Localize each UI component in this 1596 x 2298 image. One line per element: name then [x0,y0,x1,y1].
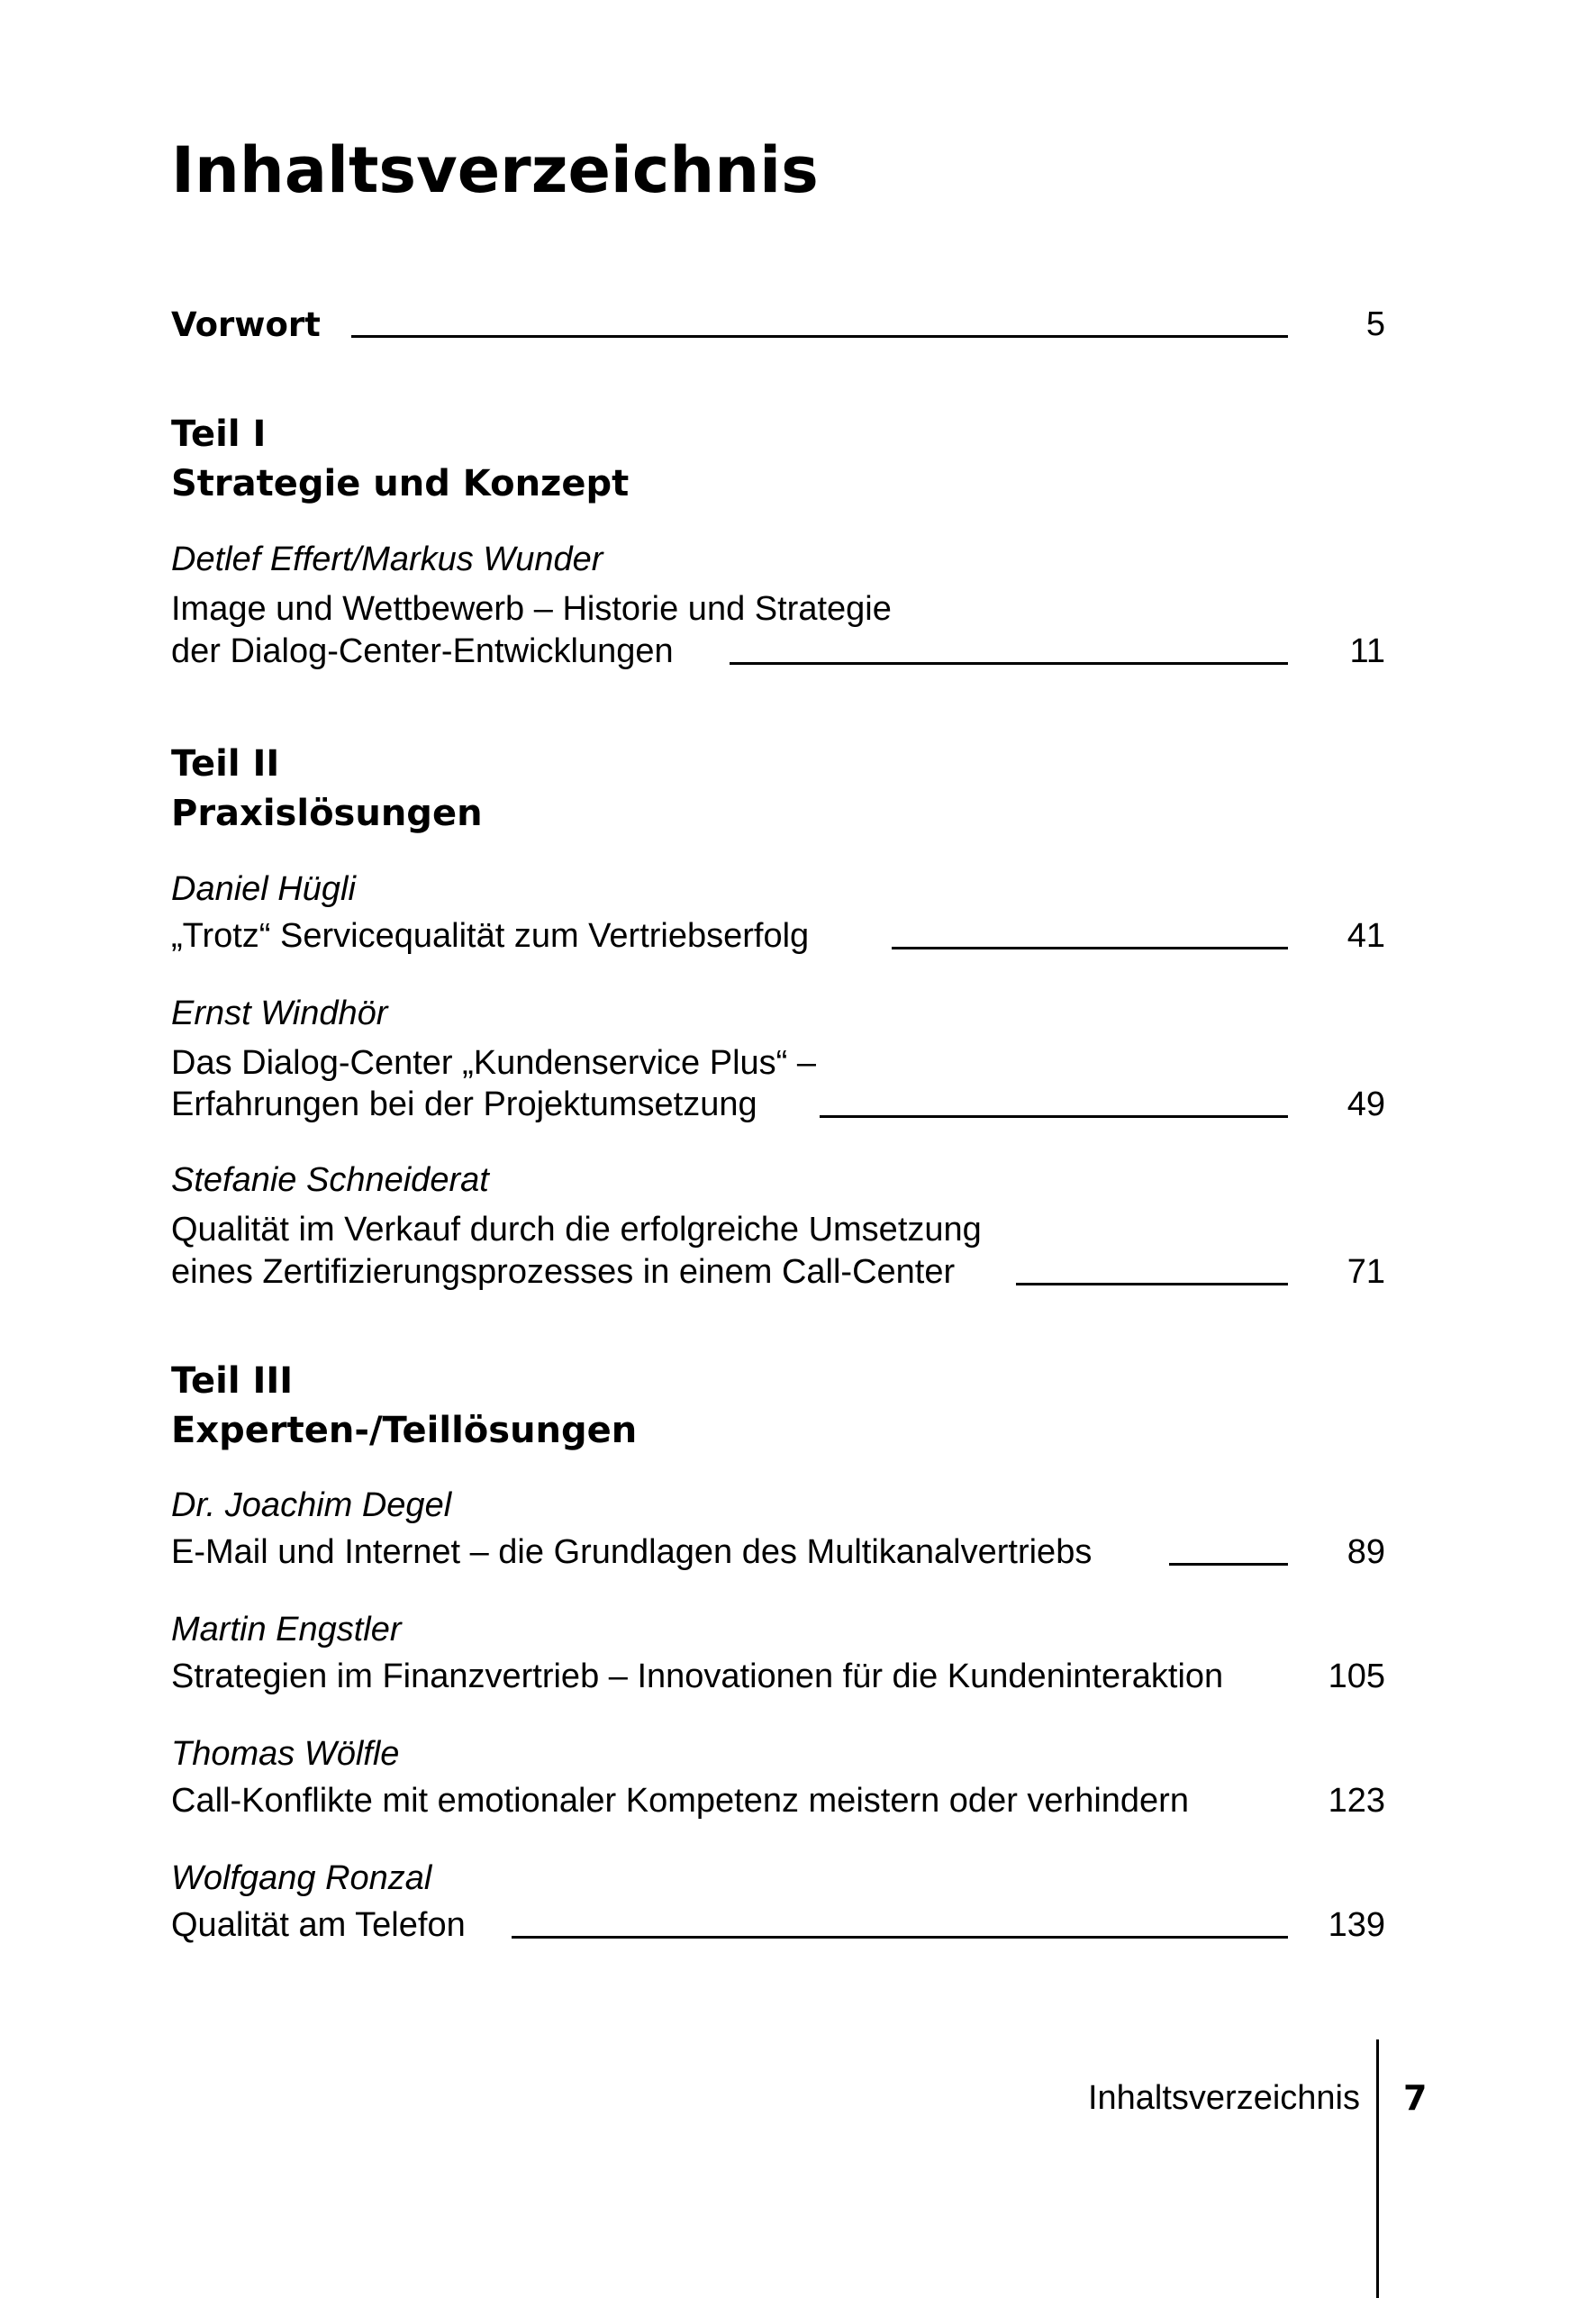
entry-author: Thomas Wölfle [171,1735,400,1773]
part-number: Teil II [171,743,280,785]
dot-leader [1169,1563,1288,1566]
part-title: Experten-/Teillösungen [171,1410,638,1451]
page-number: 105 [1328,1658,1385,1695]
toc-entry[interactable] [171,631,1385,676]
toc-entry[interactable] [171,1531,1385,1576]
part-title: Praxislösungen [171,793,483,834]
entry-title-line1: Qualität im Verkauf durch die erfolgreiche Umsetzung [171,1211,982,1249]
dot-leader [351,335,1288,338]
page-number: 49 [1347,1085,1385,1123]
toc-entry-vorwort[interactable] [171,304,1385,349]
entry-author: Ernst Windhör [171,995,388,1032]
entry-title-line2: der Dialog-Center-Entwicklungen [171,632,674,670]
entry-title-line2: E-Mail und Internet – die Grundlagen des Multikanalvertriebs [171,1533,1093,1571]
entry-title-line1: Das Dialog-Center „Kundenservice Plus“ – [171,1044,816,1082]
entry-title-line2: Qualität am Telefon [171,1906,466,1944]
entry-author: Wolfgang Ronzal [171,1859,432,1897]
entry-author: Dr. Joachim Degel [171,1486,452,1524]
dot-leader [1016,1283,1288,1285]
entry-title-line2: Erfahrungen bei der Projektumsetzung [171,1085,757,1123]
toc-entry[interactable] [171,1251,1385,1296]
page-number: 139 [1328,1906,1385,1944]
part-number: Teil III [171,1360,294,1402]
toc-entry[interactable] [171,915,1385,960]
dot-leader [892,947,1288,949]
toc-entry[interactable] [171,1084,1385,1129]
part-number: Teil I [171,413,267,455]
entry-author: Martin Engstler [171,1611,402,1649]
entry-title-line2: Call-Konflikte mit emotionaler Kompetenz meistern oder verhindern [171,1782,1189,1820]
folio-page-number: 7 [1403,2078,1428,2118]
page-number: 5 [1365,305,1385,343]
dot-leader [730,662,1288,665]
page-number: 41 [1347,917,1385,955]
dot-leader [820,1115,1288,1118]
page-number: 123 [1328,1782,1385,1820]
part-title: Strategie und Konzept [171,463,630,504]
page-number: 89 [1347,1533,1385,1571]
toc-entry[interactable] [171,1904,1385,1949]
entry-author: Stefanie Schneiderat [171,1161,489,1199]
dot-leader [512,1936,1288,1939]
page-number: 11 [1349,632,1385,670]
entry-title-line2: eines Zertifizierungsprozesses in einem Call-Center [171,1253,956,1291]
entry-title-line2: „Trotz“ Servicequalität zum Vertriebserfolg [171,917,810,955]
running-footer: Inhaltsverzeichnis [1087,2079,1360,2117]
entry-title: Vorwort [171,305,321,344]
entry-title-line2: Strategien im Finanzvertrieb – Innovationen für die Kundeninteraktion [171,1658,1224,1695]
entry-title-line1: Image und Wettbewerb – Historie und Strategie [171,590,892,628]
toc-entry[interactable] [171,1780,1385,1825]
page-number: 71 [1347,1253,1385,1291]
toc-entry[interactable] [171,1656,1385,1701]
entry-author: Detlef Effert/Markus Wunder [171,540,603,578]
footer-rule [1376,2039,1379,2298]
page-title: Inhaltsverzeichnis [171,133,819,207]
entry-author: Daniel Hügli [171,870,356,908]
